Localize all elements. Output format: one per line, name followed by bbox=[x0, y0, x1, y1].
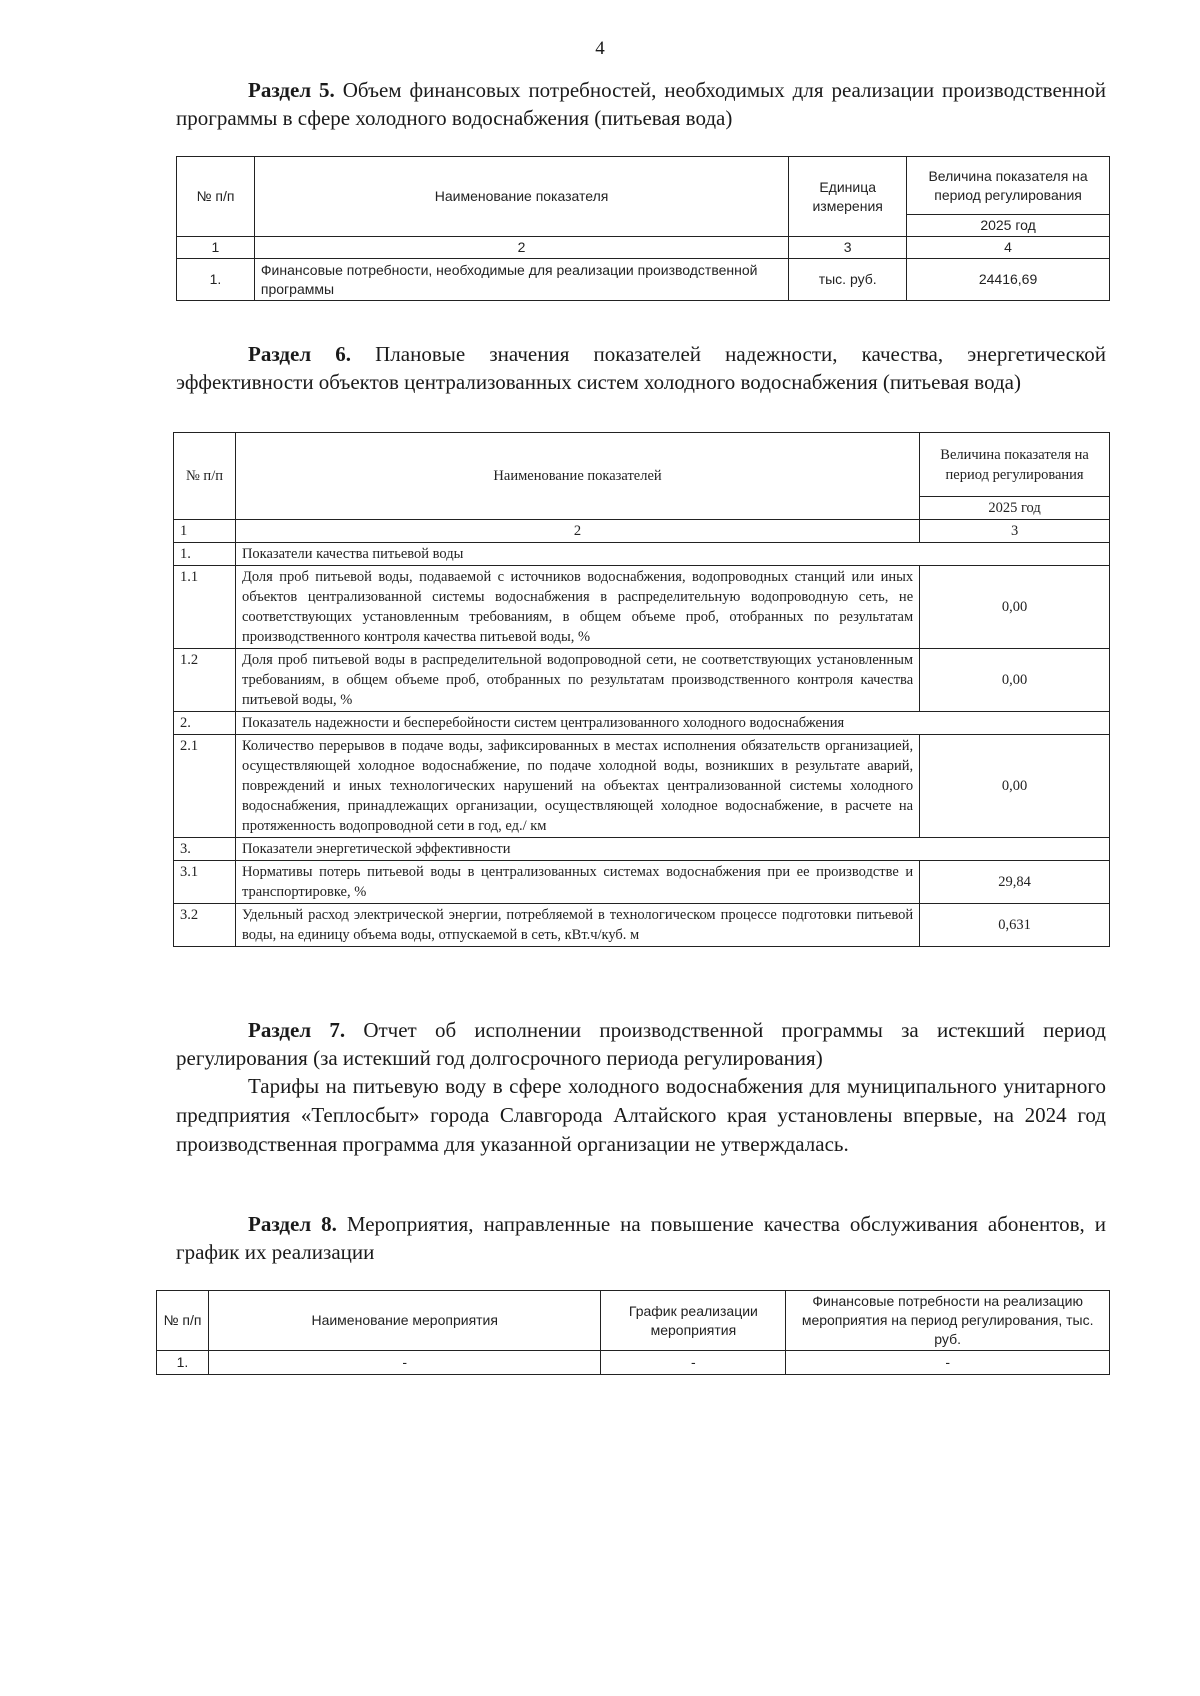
s6-col-number: 1 bbox=[174, 520, 236, 543]
table-row bbox=[174, 649, 1110, 712]
s5-col-number: 3 bbox=[789, 237, 907, 259]
s6-row-name: Показатели качества питьевой воды bbox=[235, 543, 1109, 566]
s6-row-value: 0,631 bbox=[920, 904, 1110, 947]
section-5-title: Объем финансовых потребностей, необходимых для реализации производственной программы в сфере холодного водоснабжения (питьевая вода) bbox=[176, 78, 1106, 130]
table-row bbox=[174, 712, 1110, 735]
s6-header-year: 2025 год bbox=[920, 497, 1110, 520]
table-row bbox=[174, 861, 1110, 904]
s5-col-number: 4 bbox=[907, 237, 1110, 259]
page-number: 4 bbox=[595, 38, 605, 59]
s6-row-num: 1.2 bbox=[174, 649, 236, 712]
s6-row-num: 3.1 bbox=[174, 861, 236, 904]
s5-row-value: 24416,69 bbox=[907, 259, 1110, 301]
s5-header-num: № п/п bbox=[177, 157, 255, 237]
s6-row-name: Нормативы потерь питьевой воды в централизованных системах водоснабжения при ее производстве и транспортировке, % bbox=[235, 861, 919, 904]
section-5-table bbox=[176, 156, 1110, 301]
s6-row-name: Количество перерывов в подаче воды, зафиксированных в местах исполнения обязательств организацией, осуществляющей холодное водоснабжение, по подаче холодной воды, возникших в результате аварий, повреждений и иных технологических нарушений на объектах централизованной системы холодного водоснабжения, принадлежащих организации, осуществляющей холодное водоснабжение, в расчете на протяженность водопроводной сети в год, ед./ км bbox=[235, 735, 919, 838]
section-6-heading bbox=[176, 340, 1106, 396]
s6-header-value: Величина показателя на период регулирования bbox=[920, 433, 1110, 497]
s6-row-name: Доля проб питьевой воды, подаваемой с источников водоснабжения, водопроводных станций или иных объектов централизованной системы водоснабжения в распределительную водопроводную сеть, не соответствующих установленным требованиям, в общем объеме проб, отобранных по результатам производственного контроля качества питьевой воды, % bbox=[235, 566, 919, 649]
section-7-body: Тарифы на питьевую воду в сфере холодного водоснабжения для муниципального унитарного предприятия «Теплосбыт» города Славгорода Алтайского края установлены впервые, на 2024 год производственная программа для указанной организации не утверждалась. bbox=[176, 1074, 1106, 1156]
s6-header-name: Наименование показателей bbox=[235, 433, 919, 520]
s6-row-name: Доля проб питьевой воды в распределительной водопроводной сети, не соответствующих установленным требованиям, в общем объеме проб, отобранных по результатам производственного контроля качества питьевой воды, % bbox=[235, 649, 919, 712]
s5-row-unit: тыс. руб. bbox=[789, 259, 907, 301]
s5-header-name: Наименование показателя bbox=[254, 157, 788, 237]
s6-row-num: 2. bbox=[174, 712, 236, 735]
s6-row-num: 3. bbox=[174, 838, 236, 861]
s8-row-finance: - bbox=[786, 1351, 1110, 1375]
s8-header-num: № п/п bbox=[157, 1291, 209, 1351]
s5-header-unit: Единица измерения bbox=[789, 157, 907, 237]
s8-header-schedule: График реализации мероприятия bbox=[601, 1291, 786, 1351]
table-row bbox=[174, 735, 1110, 838]
s6-row-value: 29,84 bbox=[920, 861, 1110, 904]
section-7-heading bbox=[176, 1016, 1106, 1072]
s8-row-name: - bbox=[208, 1351, 601, 1375]
section-8-table bbox=[156, 1290, 1110, 1375]
s6-col-number: 3 bbox=[920, 520, 1110, 543]
s6-row-num: 3.2 bbox=[174, 904, 236, 947]
table-row bbox=[174, 904, 1110, 947]
section-6-label: Раздел 6. bbox=[248, 342, 351, 366]
table-row bbox=[174, 838, 1110, 861]
s6-row-num: 1. bbox=[174, 543, 236, 566]
s5-header-value: Величина показателя на период регулирования bbox=[907, 157, 1110, 215]
table-row bbox=[174, 566, 1110, 649]
table-row bbox=[174, 543, 1110, 566]
section-5-heading bbox=[176, 76, 1106, 132]
section-7-title: Отчет об исполнении производственной программы за истекший период регулирования (за истекший год долгосрочного периода регулирования) bbox=[176, 1018, 1106, 1070]
section-5-label: Раздел 5. bbox=[248, 78, 335, 102]
section-8-label: Раздел 8. bbox=[248, 1212, 337, 1236]
s5-col-number: 1 bbox=[177, 237, 255, 259]
s6-col-number: 2 bbox=[235, 520, 919, 543]
section-6-table bbox=[173, 432, 1110, 947]
s6-row-value: 0,00 bbox=[920, 735, 1110, 838]
s8-header-name: Наименование мероприятия bbox=[208, 1291, 601, 1351]
s6-header-num: № п/п bbox=[174, 433, 236, 520]
table-row bbox=[177, 259, 1110, 301]
s6-row-num: 1.1 bbox=[174, 566, 236, 649]
s5-header-year: 2025 год bbox=[907, 215, 1110, 237]
s8-header-finance: Финансовые потребности на реализацию мероприятия на период регулирования, тыс. руб. bbox=[786, 1291, 1110, 1351]
s6-row-name: Удельный расход электрической энергии, потребляемой в технологическом процессе подготовки питьевой воды, на единицу объема воды, отпускаемой в сеть, кВт.ч/куб. м bbox=[235, 904, 919, 947]
section-6-title: Плановые значения показателей надежности, качества, энергетической эффективности объектов централизованных систем холодного водоснабжения (питьевая вода) bbox=[176, 342, 1106, 394]
section-8-title: Мероприятия, направленные на повышение качества обслуживания абонентов, и график их реализации bbox=[176, 1212, 1106, 1264]
s5-row-name: Финансовые потребности, необходимые для реализации производственной программы bbox=[254, 259, 788, 301]
s5-row-num: 1. bbox=[177, 259, 255, 301]
s6-row-value: 0,00 bbox=[920, 649, 1110, 712]
s6-row-num: 2.1 bbox=[174, 735, 236, 838]
s6-row-name: Показатели энергетической эффективности bbox=[235, 838, 1109, 861]
section-7-label: Раздел 7. bbox=[248, 1018, 346, 1042]
section-8-heading bbox=[176, 1210, 1106, 1266]
s8-row-schedule: - bbox=[601, 1351, 786, 1375]
s6-row-name: Показатель надежности и бесперебойности систем централизованного холодного водоснабжения bbox=[235, 712, 1109, 735]
table-row bbox=[157, 1351, 1110, 1375]
s8-row-num: 1. bbox=[157, 1351, 209, 1375]
s5-col-number: 2 bbox=[254, 237, 788, 259]
s6-row-value: 0,00 bbox=[920, 566, 1110, 649]
